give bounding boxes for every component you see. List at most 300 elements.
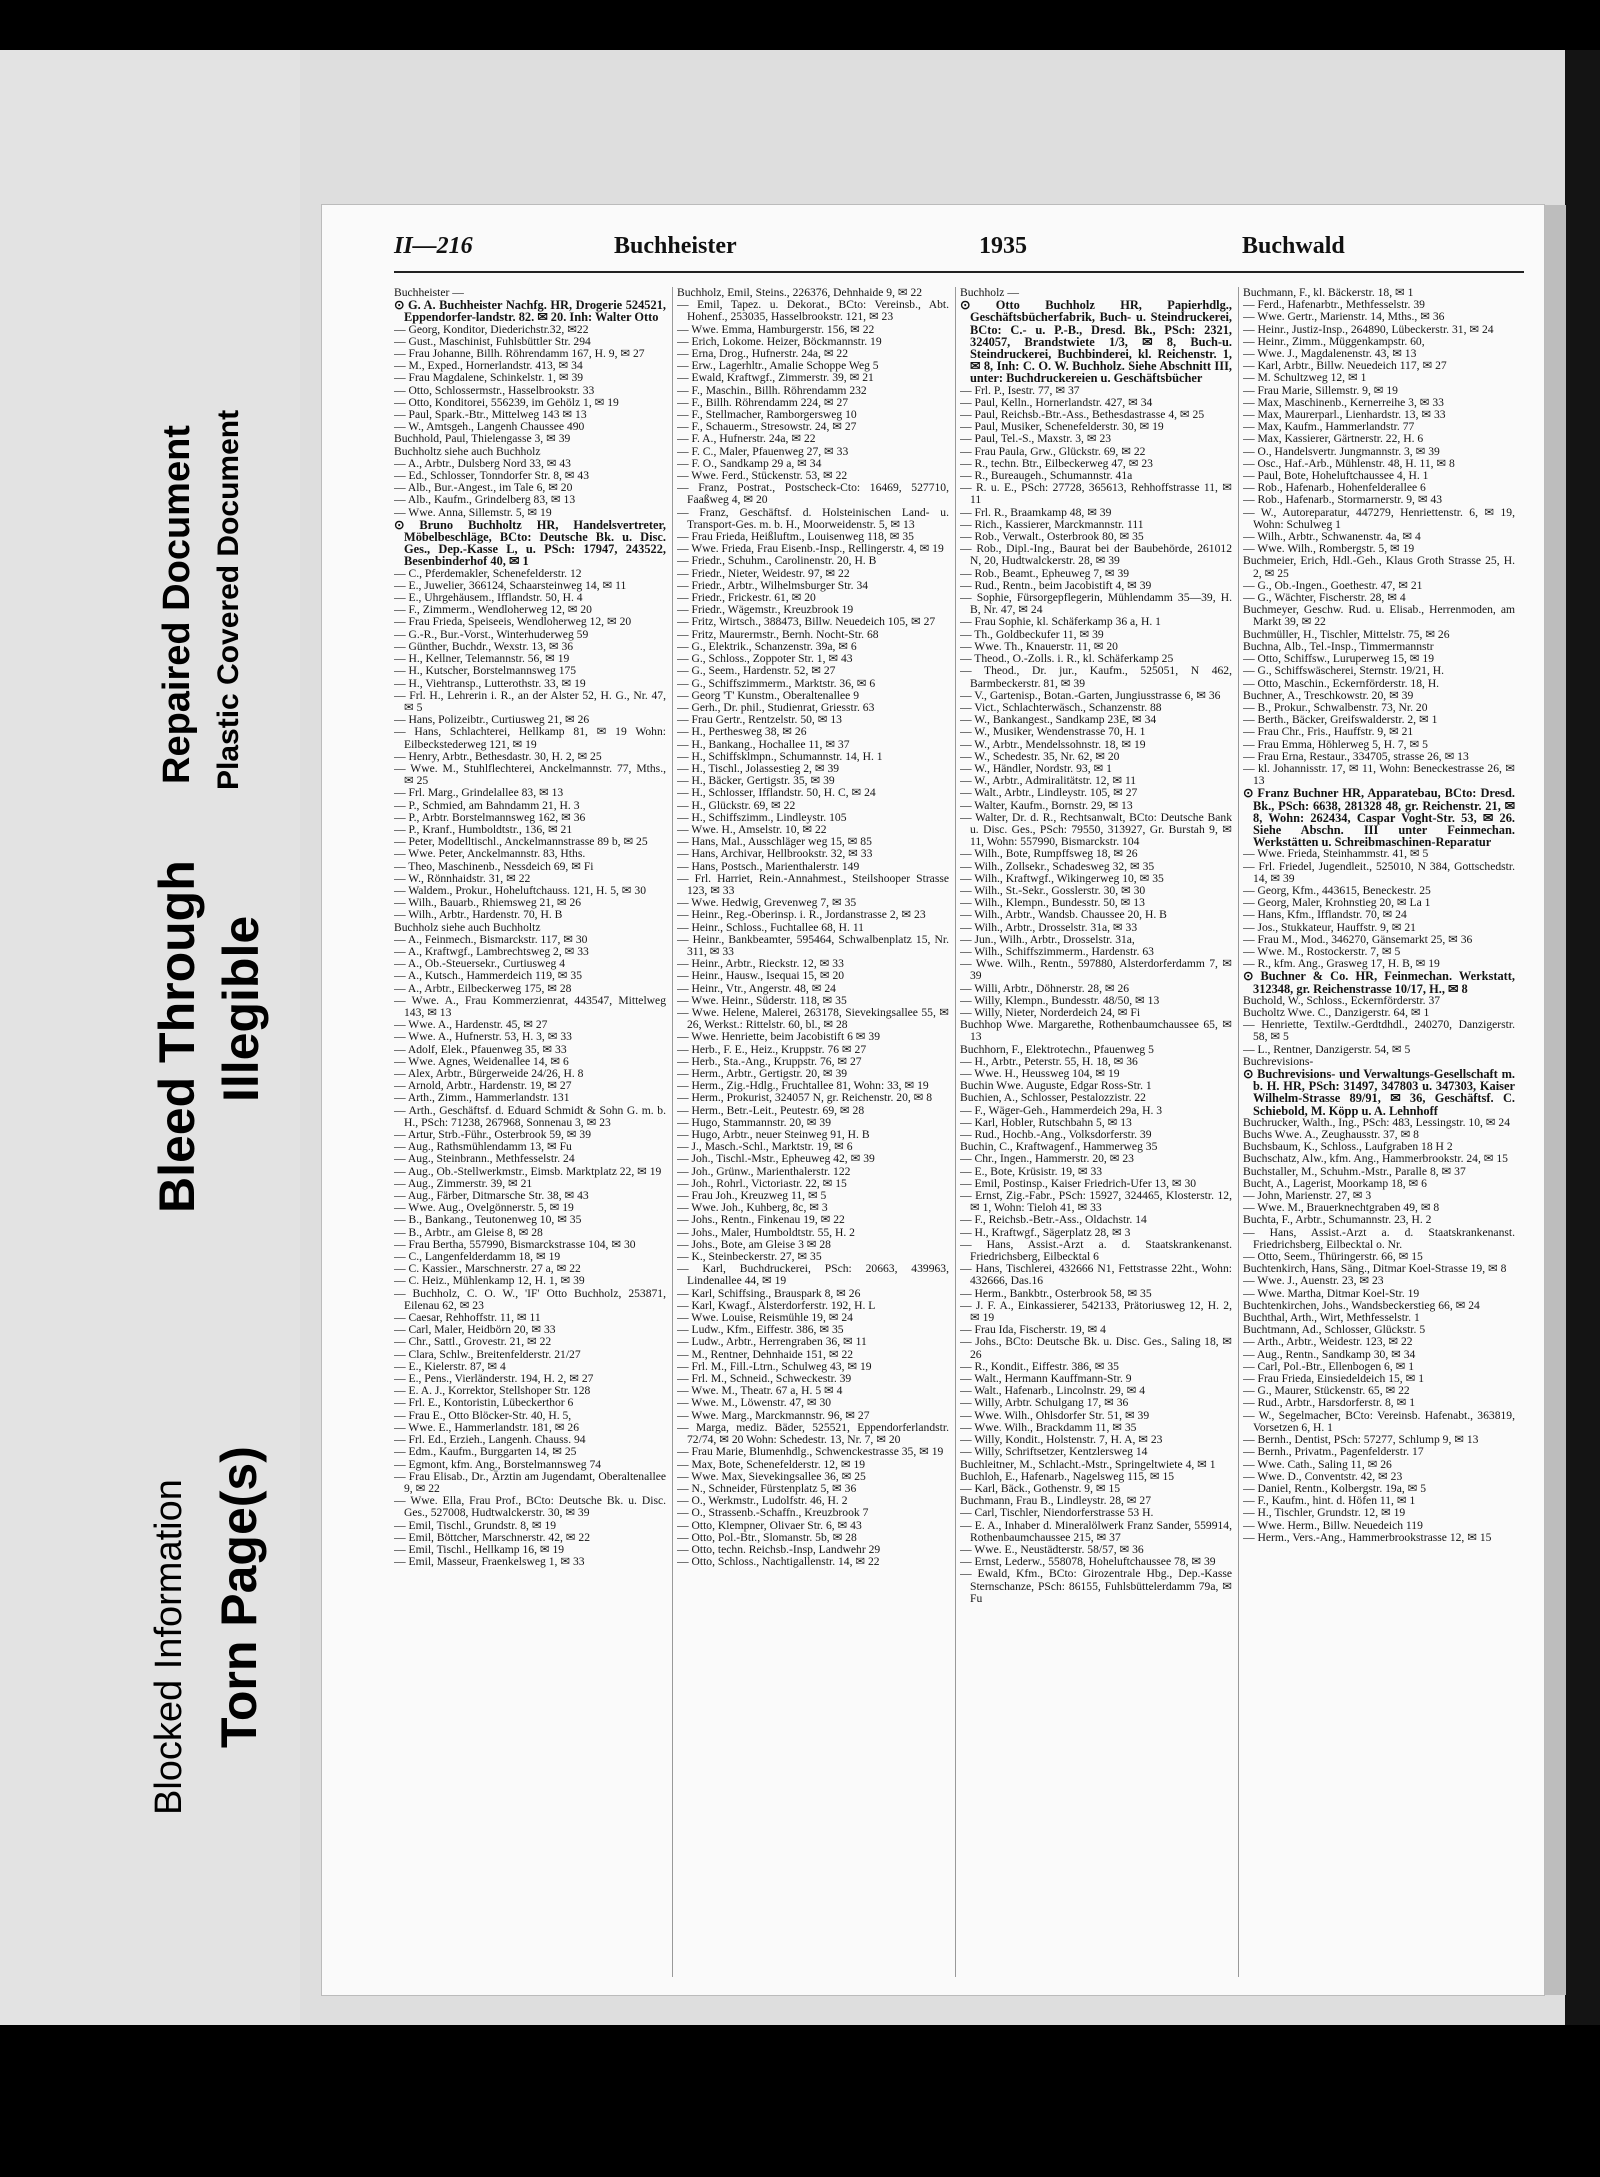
directory-entry: — Max, Maurerparl., Lienhardstr. 13, ✉ 33 <box>1243 408 1446 422</box>
directory-entry: — Artur, Strb.-Führ., Osterbrook 59, ✉ 39 <box>394 1128 591 1142</box>
directory-entry: — Wwe. Heinr., Süderstr. 118, ✉ 35 <box>677 993 847 1007</box>
directory-entry: — A., Kutsch., Hammerdeich 119, ✉ 35 <box>394 969 582 983</box>
directory-entry: — P., Schmied, am Bahndamm 21, H. 3 <box>394 798 580 812</box>
directory-entry: Buchtenkirchen, Johs., Wandsbeckerstieg 66, ✉ 24 <box>1243 1298 1480 1312</box>
directory-entry: — Frau Joh., Kreuzweg 11, ✉ 5 <box>677 1189 827 1203</box>
directory-entry: — Wilh., Arbtr., Schwanenstr. 4a, ✉ 4 <box>1243 530 1421 544</box>
directory-entry: — Frau Marie, Blumenhdlg., Schwenckestrasse 35, ✉ 19 <box>677 1445 944 1459</box>
page-number: II—216 <box>394 233 473 259</box>
directory-entry: — Emil, Masseur, Fraenkelsweg 1, ✉ 33 <box>394 1555 585 1569</box>
directory-entry: — kl. Johannisstr. 17, ✉ 11, Wohn: Beneckestrasse 26, ✉ 13 <box>1243 761 1515 788</box>
directory-entry: — F., Wäger-Geh., Hammerdeich 29a, H. 3 <box>960 1103 1163 1117</box>
directory-entry: — G., Schloss., Zoppoter Str. 1, ✉ 43 <box>677 652 853 666</box>
directory-entry: — E., Juwelier, 366124, Schaarsteinweg 14, ✉ 11 <box>394 578 627 592</box>
directory-entry: — V., Gartenisp., Botan.-Garten, Jungiusstrasse 6, ✉ 36 <box>960 688 1221 702</box>
directory-entry: — C., Langenfelderdamm 18, ✉ 19 <box>394 1250 561 1264</box>
directory-entry: ⊙ Otto Buchholz HR, Papierhdlg., Geschäftsbücherfabrik, Buch- u. Steindruckerei, BCto: C.- u. P.-B., Dresd. Bk., PSch: 2321, 324057, Brandstwiete 1/3, ✉ 8, Buch-u. Steindruckerei, Buchbinderei, kl. Reichenstr. 1, ✉ 8, Inh: C. O. W. Buchholz. Siehe Abschnitt III, unter: Buchdruckereien u. Geschäftsbücher <box>960 298 1232 386</box>
directory-entry: — Frl. H., Lehrerin i. R., an der Alster 52, H. G., Nr. 47, ✉ 5 <box>394 688 666 714</box>
directory-entry: — W., Bankangest., Sandkamp 23E, ✉ 34 <box>960 713 1157 727</box>
directory-entry: — Wwe. Frieda, Frau Eisenb.-Insp., Rellingerstr. 4, ✉ 19 <box>677 542 944 556</box>
directory-entry: — Peter, Modelltischl., Anckelmannstrasse 89 b, ✉ 25 <box>394 835 648 849</box>
directory-entry: — G., Schiffswäscherei, Sternstr. 19/21, H. <box>1243 664 1445 678</box>
directory-entry: — Th., Goldbeckufer 11, ✉ 39 <box>960 627 1104 641</box>
directory-entry: Buchsbaum, K., Schloss., Laufgraben 18 H 2 <box>1243 1140 1453 1154</box>
directory-entry: — Otto, Schiffsw., Luruperweg 15, ✉ 19 <box>1243 652 1435 666</box>
directory-entry: — Emil, Tischl., Hellkamp 16, ✉ 19 <box>394 1542 565 1556</box>
directory-entry: — Ferd., Hafenarbtr., Methfesselstr. 39 <box>1243 298 1425 312</box>
directory-entry: — Frau Emma, Höhlerweg 5, H. 7, ✉ 5 <box>1243 737 1428 751</box>
directory-entry: Buchold, W., Schloss., Eckernförderstr. 37 <box>1243 993 1441 1007</box>
directory-entry: — Ernst, Zig.-Fabr., PSch: 15927, 324465, Klosterstr. 12, ✉ 1, Wohn: Tieloh 41, ✉ 33 <box>960 1189 1232 1215</box>
directory-page <box>322 205 1544 1995</box>
directory-entry: Buchstaller, M., Schuhm.-Mstr., Paralle 8, ✉ 37 <box>1243 1164 1466 1178</box>
directory-entry: — Wwe. Agnes, Weidenallee 14, ✉ 6 <box>394 1054 569 1068</box>
directory-entry: — Heinr., Bankbeamter, 595464, Schwalbenplatz 15, Nr. 311, ✉ 33 <box>677 932 949 958</box>
directory-entry: — C. Kassier., Marschnerstr. 27 a, ✉ 22 <box>394 1262 581 1276</box>
directory-entry: — Heinr., Arbtr., Rieckstr. 12, ✉ 33 <box>677 957 844 971</box>
directory-entry: — Herm., Arbtr., Gertigstr. 20, ✉ 39 <box>677 1067 848 1080</box>
directory-entry: Buchholz, Emil, Steins., 226376, Dehnhaide 9, ✉ 22 <box>677 287 923 299</box>
directory-entry: — E., Bote, Krüsistr. 19, ✉ 33 <box>960 1164 1103 1178</box>
directory-entry: — Rob., Verwalt., Osterbrook 80, ✉ 35 <box>960 530 1144 544</box>
directory-entry: — Johs., Bote, am Gleise 3 ✉ 28 <box>677 1237 831 1251</box>
directory-entry: Buchs Wwe. A., Zeughausstr. 37, ✉ 8 <box>1243 1128 1419 1142</box>
directory-entry: — Max, Maschinenb., Kernerreihe 3, ✉ 33 <box>1243 395 1444 409</box>
directory-entry: — Aug., Färber, Ditmarsche Str. 38, ✉ 43 <box>394 1189 589 1203</box>
directory-entry: — H., Arbtr., Peterstr. 55, H. 18, ✉ 36 <box>960 1054 1138 1068</box>
condition-label-panel <box>0 50 300 2025</box>
directory-entry: — W., Autoreparatur, 447279, Henriettenstr. 6, ✉ 19, Wohn: Schulweg 1 <box>1243 505 1515 531</box>
directory-entry: — Emil, Tischl., Grundstr. 8, ✉ 19 <box>394 1518 557 1532</box>
directory-entry: — Buchholz, C. O. W., 'IF' Otto Buchholz, 253871, Eilenau 62, ✉ 23 <box>394 1286 666 1312</box>
right-scan-border <box>1565 50 1600 2025</box>
directory-entry: — Vict., Schlachterwäsch., Schanzenstr. 88 <box>960 700 1162 714</box>
directory-entry: — Friedr., Nieter, Weidestr. 97, ✉ 22 <box>677 566 850 580</box>
directory-entry: — Alb., Bur.-Angest., im Tale 6, ✉ 20 <box>394 481 573 495</box>
directory-entry: — J. F. A., Einkassierer, 542133, Prätoriusweg 12, H. 2, ✉ 19 <box>960 1298 1232 1325</box>
directory-entry: — Frau Elisab., Dr., Ärztin am Jugendamt, Oberaltenallee 9, ✉ 22 <box>394 1469 666 1495</box>
directory-entry: — W., Musiker, Wendenstrasse 70, H. 1 <box>960 725 1146 739</box>
directory-entry: — Rob., Hafenarb., Hohenfelderallee 6 <box>1243 481 1426 495</box>
directory-entry: — O., Werkmstr., Ludolfstr. 46, H. 2 <box>677 1494 848 1508</box>
directory-entry: Buchin Wwe. Auguste, Edgar Ross-Str. 1 <box>960 1079 1152 1093</box>
directory-entry: — Frl. M., Fill.-Ltrn., Schulweg 43, ✉ 19 <box>677 1359 872 1373</box>
directory-entry: — Waldem., Prokur., Hoheluftchauss. 121, H. 5, ✉ 30 <box>394 883 647 897</box>
directory-entry: — Frau Magdalene, Schinkelstr. 1, ✉ 39 <box>394 371 584 385</box>
directory-entry: — Walt., Hermann Kauffmann-Str. 9 <box>960 1372 1132 1386</box>
directory-entry: — Chr., Ingen., Hammerstr. 20, ✉ 23 <box>960 1152 1134 1166</box>
directory-entry: — Frau Gertr., Rentzelstr. 50, ✉ 13 <box>677 713 842 727</box>
directory-entry: — Berth., Bäcker, Greifswalderstr. 2, ✉ 1 <box>1243 713 1438 727</box>
directory-entry: — Friedr., Arbtr., Wilhelmsburger Str. 34 <box>677 578 869 592</box>
directory-entry: — Hans, Mal., Ausschläger weg 15, ✉ 85 <box>677 835 872 849</box>
directory-entry: — Willy, Kondit., Holstenstr. 7, H. A, ✉ 23 <box>960 1433 1163 1447</box>
directory-entry: — W., Rönnhaidstr. 31, ✉ 22 <box>394 871 531 885</box>
directory-entry: — Emil, Böttcher, Marschnerstr. 42, ✉ 22 <box>394 1530 591 1544</box>
directory-entry: Buchien, A., Schlosser, Pestalozzistr. 22 <box>960 1091 1146 1105</box>
directory-entry: — Georg, Kfm., 443615, Beneckestr. 25 <box>1243 883 1431 897</box>
directory-entry: — G., Maurer, Stückenstr. 65, ✉ 22 <box>1243 1384 1410 1398</box>
directory-entry: — Jun., Wilh., Arbtr., Drosselstr. 31a, <box>960 932 1135 946</box>
directory-entry: — Karl, Schiffsing., Brauspark 8, ✉ 26 <box>677 1286 861 1300</box>
directory-entry: — K., Steinbeckerstr. 27, ✉ 35 <box>677 1250 822 1264</box>
directory-entry: — Wwe. Wilh., Rombergstr. 5, ✉ 19 <box>1243 542 1415 556</box>
running-head <box>394 233 1524 267</box>
directory-entry: — Wwe. Wilh., Ohlsdorfer Str. 51, ✉ 39 <box>960 1408 1150 1422</box>
directory-entry: — Wilh., Arbtr., Drosselstr. 31a, ✉ 33 <box>960 920 1138 934</box>
directory-entry: — Theo, Maschinenb., Nessdeich 69, ✉ Fi <box>394 859 594 873</box>
directory-entry: — W., Amtsgeh., Langenh Chaussee 490 <box>394 420 585 434</box>
directory-entry: Buchta, F., Arbtr., Schumannstr. 23, H. 2 <box>1243 1213 1432 1227</box>
directory-entry: — J., Masch.-Schl., Marktstr. 19, ✉ 6 <box>677 1140 853 1154</box>
directory-entry: — F., Stellmacher, Ramborgersweg 10 <box>677 408 857 422</box>
directory-entry: — H., Tischler, Grundstr. 12, ✉ 19 <box>1243 1506 1406 1520</box>
directory-entry: — G., Schiffszimmerm., Marktstr. 36, ✉ 6 <box>677 676 876 690</box>
directory-entry: — Aug., Ob.-Stellwerkmstr., Eimsb. Marktplatz 22, ✉ 19 <box>394 1164 662 1178</box>
directory-entry: — Emil, Tapez. u. Dekorat., BCto: Vereinsb., Abt. Hohenf., 253035, Hasselbrookstr. 121, ✉ 23 <box>677 298 949 324</box>
directory-entry: Buchtmann, Ad., Schlosser, Glückstr. 5 <box>1243 1323 1426 1337</box>
directory-entry: — Arth., Geschäftsf. d. Eduard Schmidt & Sohn G. m. b. H., PSch: 71238, 267968, Sonnenau 3, ✉ 23 <box>394 1103 666 1129</box>
column-2 <box>677 287 949 1977</box>
first-keyword: Buchheister <box>614 233 737 259</box>
directory-entry: — F., Maschin., Billh. Röhrendamm 232 <box>677 383 867 397</box>
directory-entry: — Carl, Tischler, Niendorferstrasse 53 H. <box>960 1506 1154 1520</box>
directory-entry: — F., Kaufm., hint. d. Höfen 11, ✉ 1 <box>1243 1494 1416 1508</box>
directory-entry: — F. C., Maler, Pfauenweg 27, ✉ 33 <box>677 444 849 458</box>
directory-entry: — G.-R., Bur.-Vorst., Winterhuderweg 59 <box>394 627 589 641</box>
directory-entry: — Henry, Arbtr., Bethesdastr. 30, H. 2, ✉ 25 <box>394 749 602 763</box>
directory-entry: — Frl. M., Schneid., Schweckestr. 39 <box>677 1372 852 1386</box>
directory-entry: — Fritz, Maurermstr., Bernh. Nocht-Str. 68 <box>677 627 879 641</box>
directory-entry: — Emil, Postinsp., Kaiser Friedrich-Ufer 13, ✉ 30 <box>960 1176 1197 1190</box>
directory-entry: — Heinr., Justiz-Insp., 264890, Lübeckerstr. 31, ✉ 24 <box>1243 322 1494 336</box>
directory-entry: Buchmann, Frau B., Lindleystr. 28, ✉ 27 <box>960 1494 1152 1508</box>
directory-entry: — Wwe. M., Löwenstr. 47, ✉ 30 <box>677 1396 832 1410</box>
directory-entry: — W., Arbtr., Admiralitätstr. 12, ✉ 11 <box>960 774 1137 788</box>
directory-entry: — H., Glückstr. 69, ✉ 22 <box>677 798 796 812</box>
directory-entry: Buchhorn, F., Elektrotechn., Pfauenweg 5 <box>960 1042 1154 1056</box>
directory-entry: — Willi, Arbtr., Döhnerstr. 28, ✉ 26 <box>960 981 1130 995</box>
directory-entry: — Paul, Tel.-S., Maxstr. 3, ✉ 23 <box>960 432 1112 446</box>
directory-entry: Buchleitner, M., Schlacht.-Mstr., Springeltwiete 4, ✉ 1 <box>960 1457 1216 1471</box>
directory-entry: — Paul, Musiker, Schenefelderstr. 30, ✉ 19 <box>960 420 1164 434</box>
directory-entry: — Herb., Sta.-Ang., Kruppstr. 76, ✉ 27 <box>677 1054 862 1068</box>
directory-entry: — Otto, Maschin., Eckernförderstr. 18, H. <box>1243 676 1440 690</box>
directory-entry: — Paul, Kelln., Hornerlandstr. 427, ✉ 34 <box>960 395 1153 409</box>
directory-entry: — Heinr., Vtr., Angerstr. 48, ✉ 24 <box>677 981 836 995</box>
directory-entry: — Frau Frieda, Heißluftm., Louisenweg 118, ✉ 35 <box>677 530 914 544</box>
directory-entry: — A., Ob.-Steuersekr., Curtiusweg 4 <box>394 957 565 971</box>
directory-entry: — Henriette, Textilw.-Gerdtdhdl., 240270, Danzigerstr. 58, ✉ 5 <box>1243 1018 1515 1044</box>
directory-entry: — Georg, Maler, Krohnstieg 20, ✉ La 1 <box>1243 896 1431 910</box>
directory-entry: — Wwe. Anna, Sillemstr. 5, ✉ 19 <box>394 505 552 519</box>
directory-entry: — A., Feinmech., Bismarckstr. 117, ✉ 30 <box>394 932 588 946</box>
directory-entry: — B., Bankang., Teutonenweg 10, ✉ 35 <box>394 1213 582 1227</box>
directory-entry: Buchloh, E., Hafenarb., Nagelsweg 115, ✉ 15 <box>960 1469 1175 1483</box>
directory-entry: — Frau E., Otto Blöcker-Str. 40, H. 5, <box>394 1408 572 1422</box>
directory-entry: — John, Marienstr. 27, ✉ 3 <box>1243 1189 1372 1203</box>
directory-entry: — Frl. Friedel, Jugendleit., 525010, N 384, Gottschedstr. 14, ✉ 39 <box>1243 859 1515 885</box>
plastic-covered-document-label: Plastic Covered Document <box>212 409 245 790</box>
directory-entry: — A., Kraftwgf., Lambrechtsweg 2, ✉ 33 <box>394 944 589 958</box>
directory-entry: — H., Kraftwgf., Sägerplatz 28, ✉ 3 <box>960 1225 1131 1239</box>
directory-entry: — Wwe. Cath., Saling 11, ✉ 26 <box>1243 1457 1392 1471</box>
directory-entry: — F. A., Hufnerstr. 24a, ✉ 22 <box>677 432 816 446</box>
bleed-through-label: Bleed Through <box>149 860 205 1213</box>
illegible-label: Illegible <box>213 915 269 1102</box>
directory-entry: — Georg, Konditor, Diederichstr.32, ✉22 <box>394 322 589 336</box>
directory-entry: — F., Reichsb.-Betr.-Ass., Oldachstr. 14 <box>960 1213 1147 1227</box>
directory-entry: Bucholtz Wwe. C., Danzigerstr. 64, ✉ 1 <box>1243 1005 1430 1019</box>
directory-entry: — Franz, Geschäftsf. d. Holsteinischen Land- u. Transport-Ges. m. b. H., Moorweidenstr. 5, ✉ 13 <box>677 505 949 531</box>
directory-entry: — Friedr., Schuhm., Carolinenstr. 20, H. B <box>677 554 877 568</box>
directory-entry: — Heinr., Zimm., Müggenkampstr. 60, <box>1243 334 1425 348</box>
directory-entry: — F., Zimmerm., Wendloherweg 12, ✉ 20 <box>394 603 592 617</box>
directory-entry: — Alb., Kaufm., Grindelberg 83, ✉ 13 <box>394 493 576 507</box>
directory-entry: — W., Segelmacher, BCto: Vereinsb. Hafenabt., 363819, Vorsetzen 6, H. 1 <box>1243 1408 1515 1434</box>
directory-entry: — Otto, Schloss., Nachtigallenstr. 14, ✉ 22 <box>677 1555 880 1569</box>
directory-entry: — Aug., Steinbrann., Methfesselstr. 24 <box>394 1152 575 1166</box>
column-divider <box>1238 287 1239 1977</box>
directory-entry: — Wwe. M., Theatr. 67 a, H. 5 ✉ 4 <box>677 1384 843 1398</box>
directory-entry: — C., Pferdemakler, Schenefelderstr. 12 <box>394 566 582 580</box>
directory-entry: — Frau Paula, Grw., Glückstr. 69, ✉ 22 <box>960 444 1146 458</box>
directory-entry: — Erw., Lagerhltr., Amalie Schoppe Weg 5 <box>677 359 879 373</box>
last-keyword: Buchwald <box>1242 233 1345 259</box>
directory-entry: — W., Arbtr., Mendelssohnstr. 18, ✉ 19 <box>960 737 1146 751</box>
directory-entry: — Otto, Konditorei, 556239, im Gehölz 1, ✉ 19 <box>394 395 619 409</box>
directory-entry: — Wilh., Bauarb., Rhiemsweg 21, ✉ 26 <box>394 896 582 910</box>
directory-entry: — Karl, Arbtr., Billw. Neuedeich 117, ✉ 27 <box>1243 359 1447 373</box>
directory-entry: — Arnold, Arbtr., Hardenstr. 19, ✉ 27 <box>394 1079 572 1093</box>
directory-entry: — G., Ob.-Ingen., Goethestr. 47, ✉ 21 <box>1243 578 1423 592</box>
directory-entry: — B., Arbtr., am Gleise 8, ✉ 28 <box>394 1225 543 1239</box>
directory-entry: — Wwe. Peter, Anckelmannstr. 83, Hths. <box>394 847 586 861</box>
directory-entry: — Frl. Harriet, Rein.-Annahmest., Steilshooper Strasse 123, ✉ 33 <box>677 871 949 897</box>
directory-entry: — Paul, Bote, Hoheluftchaussee 4, H. 1 <box>1243 469 1429 483</box>
directory-entry: — W., Händler, Nordstr. 93, ✉ 1 <box>960 761 1112 775</box>
directory-entry: — Aug., Rentn., Sandkamp 30, ✉ 34 <box>1243 1347 1416 1361</box>
directory-entry: — Theod., O.-Zolls. i. R., kl. Schäferkamp 25 <box>960 652 1174 666</box>
directory-entry: — Rud., Hochb.-Ang., Volksdorferstr. 39 <box>960 1128 1152 1142</box>
directory-entry: — Frau Bertha, 557990, Bismarckstrasse 104, ✉ 30 <box>394 1237 636 1251</box>
directory-entry: — Joh., Tischl.-Mstr., Epheuweg 42, ✉ 39 <box>677 1152 875 1166</box>
directory-entry: — Erich, Lokome. Heizer, Böckmannstr. 19 <box>677 334 882 348</box>
column-3 <box>960 287 1232 1977</box>
directory-entry: — Wilh., St.-Sekr., Gosslerstr. 30, ✉ 30 <box>960 883 1146 897</box>
directory-entry: — E., Pens., Vierländerstr. 194, H. 2, ✉ 27 <box>394 1372 594 1386</box>
directory-entry: — Frl. R., Braamkamp 48, ✉ 39 <box>960 505 1112 519</box>
directory-entry: — Karl, Hobler, Rutschbahn 5, ✉ 13 <box>960 1115 1132 1129</box>
directory-entry: Buchin, C., Kraftwagenf., Hammerweg 35 <box>960 1140 1158 1154</box>
directory-entry: — Wwe. Wilh., Rentn., 597880, Alsterdorferdamm 7, ✉ 39 <box>960 957 1232 983</box>
directory-entry: Buchner, A., Treschkowstr. 20, ✉ 39 <box>1243 688 1414 702</box>
directory-entry: — Wwe. H., Amselstr. 10, ✉ 22 <box>677 822 827 836</box>
directory-entry: — Gust., Maschinist, Fuhlsbüttler Str. 294 <box>394 334 591 348</box>
directory-entry: — Frau Marie, Sillemstr. 9, ✉ 19 <box>1243 383 1398 397</box>
directory-entry: ⊙ Bruno Buchholtz HR, Handelsvertreter, Möbelbeschläge, BCto: Deutsche Bk. u. Disc. Ges., Dep.-Kasse L, u. PSch: 17947, 243522, Besenbinderhof 40, ✉ 1 <box>394 517 666 569</box>
directory-entry: — B., Prokur., Schwalbenstr. 73, Nr. 20 <box>1243 700 1428 714</box>
directory-entry: — Wwe. Max, Sievekingsallee 36, ✉ 25 <box>677 1469 866 1483</box>
directory-entry: Buchhop Wwe. Margarethe, Rothenbaumchaussee 65, ✉ 13 <box>960 1018 1232 1044</box>
directory-entry: — F., Billh. Röhrendamm 224, ✉ 27 <box>677 395 849 409</box>
directory-entry: — Frl. Ed., Erzieh., Langenh. Chauss. 94 <box>394 1433 586 1447</box>
directory-entry: — Frau Chr., Fris., Hauffstr. 9, ✉ 21 <box>1243 725 1414 739</box>
directory-entry: — Aug., Zimmerstr. 39, ✉ 21 <box>394 1176 533 1190</box>
directory-entry: — Hans, Polizeibtr., Curtiusweg 21, ✉ 26 <box>394 713 590 727</box>
header-rule <box>394 271 1524 273</box>
directory-entry: Bucht, A., Lagerist, Moorkamp 18, ✉ 6 <box>1243 1176 1427 1190</box>
torn-pages-label: Torn Page(s) <box>211 1446 267 1748</box>
directory-entry: — Osc., Haf.-Arb., Mühlenstr. 48, H. 11, ✉ 8 <box>1243 456 1455 470</box>
directory-entry: — Caesar, Rehhoffstr. 11, ✉ 11 <box>394 1311 541 1325</box>
directory-entry: — Wwe. M., Brauerknechtgraben 49, ✉ 8 <box>1243 1201 1440 1215</box>
directory-entry: — Alex, Arbtr., Bürgerweide 24/26, H. 8 <box>394 1067 584 1080</box>
directory-entry: — Joh., Rohrl., Victoriastr. 22, ✉ 15 <box>677 1176 847 1190</box>
directory-entry: — Wwe. E., Hammerlandstr. 181, ✉ 26 <box>394 1420 579 1434</box>
directory-entry: — Paul, Reichsb.-Btr.-Ass., Bethesdastrasse 4, ✉ 25 <box>960 408 1205 422</box>
directory-entry: Buchthal, Arth., Wirt, Methfesselstr. 1 <box>1243 1311 1420 1325</box>
directory-entry: — Wilh., Arbtr., Wandsb. Chaussee 20, H. B <box>960 908 1167 922</box>
directory-entry: — Joh., Grünw., Marienthalerstr. 122 <box>677 1164 851 1178</box>
directory-entry: — Erna, Drog., Hufnerstr. 24a, ✉ 22 <box>677 347 849 361</box>
directory-entry: — Frl. Marg., Grindelallee 83, ✉ 13 <box>394 786 564 800</box>
directory-entry: — Wilh., Bote, Rumpffsweg 18, ✉ 26 <box>960 847 1138 861</box>
directory-entry: — Frau M., Mod., 346270, Gänsemarkt 25, ✉ 36 <box>1243 932 1473 946</box>
directory-entry: — Herm., Vers.-Ang., Hammerbrookstrasse 12, ✉ 15 <box>1243 1530 1492 1544</box>
directory-entry: ⊙ Buchrevisions- und Verwaltungs-Gesellschaft m. b. H. HR, PSch: 31497, 347803 u. 347303, Kaiser Wilhelm-Strasse 89/91, ✉ 36, Geschäftsf. C. Schiebold, M. Köpp u. A. Lehnhoff <box>1243 1067 1515 1118</box>
directory-entry: — F. O., Sandkamp 29 a, ✉ 34 <box>677 456 822 470</box>
directory-entry: — E., Uhrgehäusem., Ifflandstr. 50, H. 4 <box>394 591 583 605</box>
directory-entry: Buchmüller, H., Tischler, Mittelstr. 75, ✉ 26 <box>1243 627 1450 641</box>
directory-entry: Buchna, Alb., Tel.-Insp., Timmermannstr <box>1243 639 1434 653</box>
directory-entry: — Max, Kassierer, Gärtnerstr. 22, H. 6 <box>1243 432 1424 446</box>
directory-entry: — Wwe. M., Stuhlflechterei, Anckelmannstr. 77, Mths., ✉ 25 <box>394 761 666 788</box>
directory-entry: — Arth., Arbtr., Weidestr. 123, ✉ 22 <box>1243 1335 1413 1349</box>
directory-entry: — H., Schiffszimm., Lindleystr. 105 <box>677 810 847 824</box>
directory-entry: Buchmeier, Erich, Hdl.-Geh., Klaus Groth Strasse 25, H. 2, ✉ 25 <box>1243 554 1515 580</box>
bottom-scan-border <box>0 2025 1600 2177</box>
directory-entry: — Wilh., Zollsekr., Schadesweg 32, ✉ 35 <box>960 859 1155 873</box>
directory-entry: — Wwe. H., Heussweg 104, ✉ 19 <box>960 1067 1120 1080</box>
directory-entry: — Johs., BCto: Deutsche Bk. u. Disc. Ges., Saling 18, ✉ 26 <box>960 1335 1232 1361</box>
directory-entry: — Frau Sophie, kl. Schäferkamp 36 a, H. 1 <box>960 615 1161 629</box>
directory-entry: Buchholz siehe auch Buchholtz <box>394 920 541 934</box>
directory-entry: — Karl, Bäck., Gothenstr. 9, ✉ 15 <box>960 1481 1121 1495</box>
directory-entry: — Willy, Arbtr. Schulgang 17, ✉ 36 <box>960 1396 1129 1410</box>
directory-entry: — Frau Frieda, Speiseeis, Wendloherweg 12, ✉ 20 <box>394 615 632 629</box>
directory-entry: — Wwe. Wilh., Brackdamm 11, ✉ 35 <box>960 1420 1137 1434</box>
directory-entry: — Wwe. Th., Knauerstr. 11, ✉ 20 <box>960 639 1118 653</box>
directory-entry: — Rob., Hafenarb., Stormarnerstr. 9, ✉ 43 <box>1243 493 1443 507</box>
directory-entry: — Wwe. M., Rostockerstr. 7, ✉ 5 <box>1243 944 1401 958</box>
directory-entry: — Hans, Kfm., Ifflandstr. 70, ✉ 24 <box>1243 908 1407 922</box>
directory-entry: — R. u. E., PSch: 27728, 365613, Rehhoffstrasse 11, ✉ 11 <box>960 481 1232 507</box>
directory-entry: — Jos., Stukkateur, Hauffstr. 9, ✉ 21 <box>1243 920 1416 934</box>
directory-entry: — Adolf, Elek., Pfauenweg 35, ✉ 33 <box>394 1042 567 1056</box>
directory-entry: — A., Arbtr., Dulsberg Nord 33, ✉ 43 <box>394 456 571 470</box>
directory-entry: — Herm., Prokurist, 324057 N, gr. Reichenstr. 20, ✉ 8 <box>677 1091 933 1105</box>
directory-entry: — Wwe. Emma, Hamburgerstr. 156, ✉ 22 <box>677 322 875 336</box>
directory-entry: — R., techn. Btr., Eilbeckerweg 47, ✉ 23 <box>960 456 1153 470</box>
directory-entry: — Hugo, Arbtr., neuer Steinweg 91, H. B <box>677 1128 870 1142</box>
directory-entry: — L., Rentner, Danzigerstr. 54, ✉ 5 <box>1243 1042 1411 1056</box>
directory-entry: — Karl, Buchdruckerei, PSch: 20663, 439963, Lindenallee 44, ✉ 19 <box>677 1262 949 1288</box>
directory-entry: — O., Handelsvertr. Jungmannstr. 3, ✉ 39 <box>1243 444 1440 458</box>
directory-entry: — Wilh., Kraftwgf., Wikingerweg 10, ✉ 35 <box>960 871 1164 885</box>
directory-entry: — Gerh., Dr. phil., Studienrat, Griesstr. 63 <box>677 700 875 714</box>
directory-entry: — H., Tischl., Jolassestieg 2, ✉ 39 <box>677 761 840 775</box>
directory-entry: — Willy, Nieter, Norderdeich 24, ✉ Fi <box>960 1005 1141 1019</box>
directory-entry: — Edm., Kaufm., Burggarten 14, ✉ 25 <box>394 1445 577 1459</box>
directory-entry: — W., Schedestr. 35, Nr. 62, ✉ 20 <box>960 749 1120 763</box>
directory-entry: — N., Schneider, Fürstenplatz 5, ✉ 36 <box>677 1481 857 1495</box>
directory-entry: — H., Perthesweg 38, ✉ 26 <box>677 725 807 739</box>
directory-entry: — Ludw., Arbtr., Herrengraben 36, ✉ 11 <box>677 1335 867 1349</box>
directory-entry: — Frau Ida, Fischerstr. 19, ✉ 4 <box>960 1323 1106 1337</box>
blocked-information-label: Blocked Information <box>148 1479 190 1815</box>
directory-entry: — Hans, Tischlerei, 432666 N1, Fettstrasse 22ht., Wohn: 432666, Das.16 <box>960 1262 1232 1288</box>
directory-entry: — Rich., Kassierer, Marckmannstr. 111 <box>960 517 1144 531</box>
directory-entry: — Theod., Dr. jur., Kaufm., 525051, N 462, Barmbeckerstr. 81, ✉ 39 <box>960 664 1232 690</box>
directory-entry: — Johs., Rentn., Finkenau 19, ✉ 22 <box>677 1213 845 1227</box>
directory-entry: — Otto, techn. Reichsb.-Insp, Landwehr 29 <box>677 1542 881 1556</box>
directory-entry: ⊙ G. A. Buchheister Nachfg. HR, Drogerie 524521, Eppendorfer-landstr. 82. ✉ 20. Inh: Walter Otto <box>394 298 666 325</box>
directory-entry: — Wwe. J., Auenstr. 23, ✉ 23 <box>1243 1274 1384 1288</box>
directory-entry: Buchtenkirch, Hans, Säng., Ditmar Koel-Strasse 19, ✉ 8 <box>1243 1262 1507 1276</box>
directory-entry: — Rob., Dipl.-Ing., Baurat bei der Baubehörde, 261012 N, 20, Hudtwalckerstr. 28, ✉ 39 <box>960 542 1232 568</box>
directory-entry: — Frau Frieda, Einsiedeldeich 15, ✉ 1 <box>1243 1372 1425 1386</box>
directory-entry: — H., Kellner, Telemannstr. 56, ✉ 19 <box>394 652 570 666</box>
directory-entry: — Wwe. A., Hardenstr. 45, ✉ 27 <box>394 1018 548 1032</box>
column-1 <box>394 287 666 1977</box>
directory-entry: — Carl, Maler, Heidbörn 20, ✉ 33 <box>394 1323 556 1337</box>
directory-entry: Buchrevisions- <box>1243 1054 1314 1068</box>
directory-entry: — H., Kutscher, Borstelmannsweg 175 <box>394 664 577 678</box>
directory-entry: — Hans, Postsch., Marienthalerstr. 149 <box>677 859 860 873</box>
directory-entry: — Frau Johanne, Billh. Röhrendamm 167, H. 9, ✉ 27 <box>394 347 645 361</box>
directory-entry: — Fritz, Wirtsch., 388473, Billw. Neuedeich 105, ✉ 27 <box>677 615 936 629</box>
column-4 <box>1243 287 1515 1977</box>
directory-entry: — Wwe. A., Hufnerstr. 53, H. 3, ✉ 33 <box>394 1030 572 1044</box>
directory-entry: — Otto, Pol.-Btr., Slomanstr. 5b, ✉ 28 <box>677 1530 857 1544</box>
column-divider <box>955 287 956 1977</box>
directory-entry: ⊙ Buchner & Co. HR, Feinmechan. Werkstatt, 312348, gr. Reichenstrasse 10/17, H., ✉ 8 <box>1243 969 1515 996</box>
directory-entry: — Herm., Betr.-Leit., Peutestr. 69, ✉ 28 <box>677 1103 865 1117</box>
directory-entry: — G., Wächter, Fischerstr. 28, ✉ 4 <box>1243 591 1406 605</box>
directory-entry: — Wwe. D., Conventstr. 42, ✉ 23 <box>1243 1469 1403 1483</box>
directory-entry: — Hans, Schlachterei, Hellkamp 81, ✉ 19 Wohn: Eilbeckstederweg 121, ✉ 19 <box>394 725 666 751</box>
directory-entry: — Wilh., Klempn., Bundesstr. 50, ✉ 13 <box>960 896 1145 910</box>
directory-entry: — Hugo, Stammannstr. 20, ✉ 39 <box>677 1115 831 1129</box>
directory-entry: — Wwe. Hedwig, Grevenweg 7, ✉ 35 <box>677 896 857 910</box>
directory-entry: Buchheister — <box>394 287 464 299</box>
directory-entry: Buchhold, Paul, Thielengasse 3, ✉ 39 <box>394 432 571 446</box>
directory-entry: — Georg 'T' Kunstm., Oberaltenallee 9 <box>677 688 860 702</box>
directory-entry: — Aug., Rathsmühlendamm 13, ✉ Fu <box>394 1140 572 1154</box>
directory-entry: — Egmont, kfm. Ang., Borstelmannsweg 74 <box>394 1457 602 1471</box>
directory-entry: — Wwe. Gertr., Marienstr. 14, Mths., ✉ 36 <box>1243 310 1445 324</box>
directory-entry: — Wilh., Schiffszimmerm., Hardenstr. 63 <box>960 944 1154 958</box>
directory-entry: — Otto, Klempner, Olivaer Str. 6, ✉ 43 <box>677 1518 862 1532</box>
directory-entry: — O., Strassenb.-Schaffn., Kreuzbrook 7 <box>677 1506 869 1520</box>
directory-entry: — Ernst, Lederw., 558078, Hoheluftchaussee 78, ✉ 39 <box>960 1555 1216 1569</box>
directory-entry: — R., kfm. Ang., Grasweg 17, H. B, ✉ 19 <box>1243 957 1440 971</box>
directory-entry: — Herm., Bankbtr., Osterbrook 58, ✉ 35 <box>960 1286 1152 1300</box>
directory-entry: — Daniel, Rentn., Kolbergstr. 19a, ✉ 5 <box>1243 1481 1427 1495</box>
directory-entry: — Wwe. Helene, Malerei, 263178, Sievekingsallee 55, ✉ 26, Werkst.: Rittelstr. 60, bl., ✉ 28 <box>677 1005 949 1032</box>
directory-entry: — Max, Kaufm., Hammerlandstr. 77 <box>1243 420 1415 434</box>
